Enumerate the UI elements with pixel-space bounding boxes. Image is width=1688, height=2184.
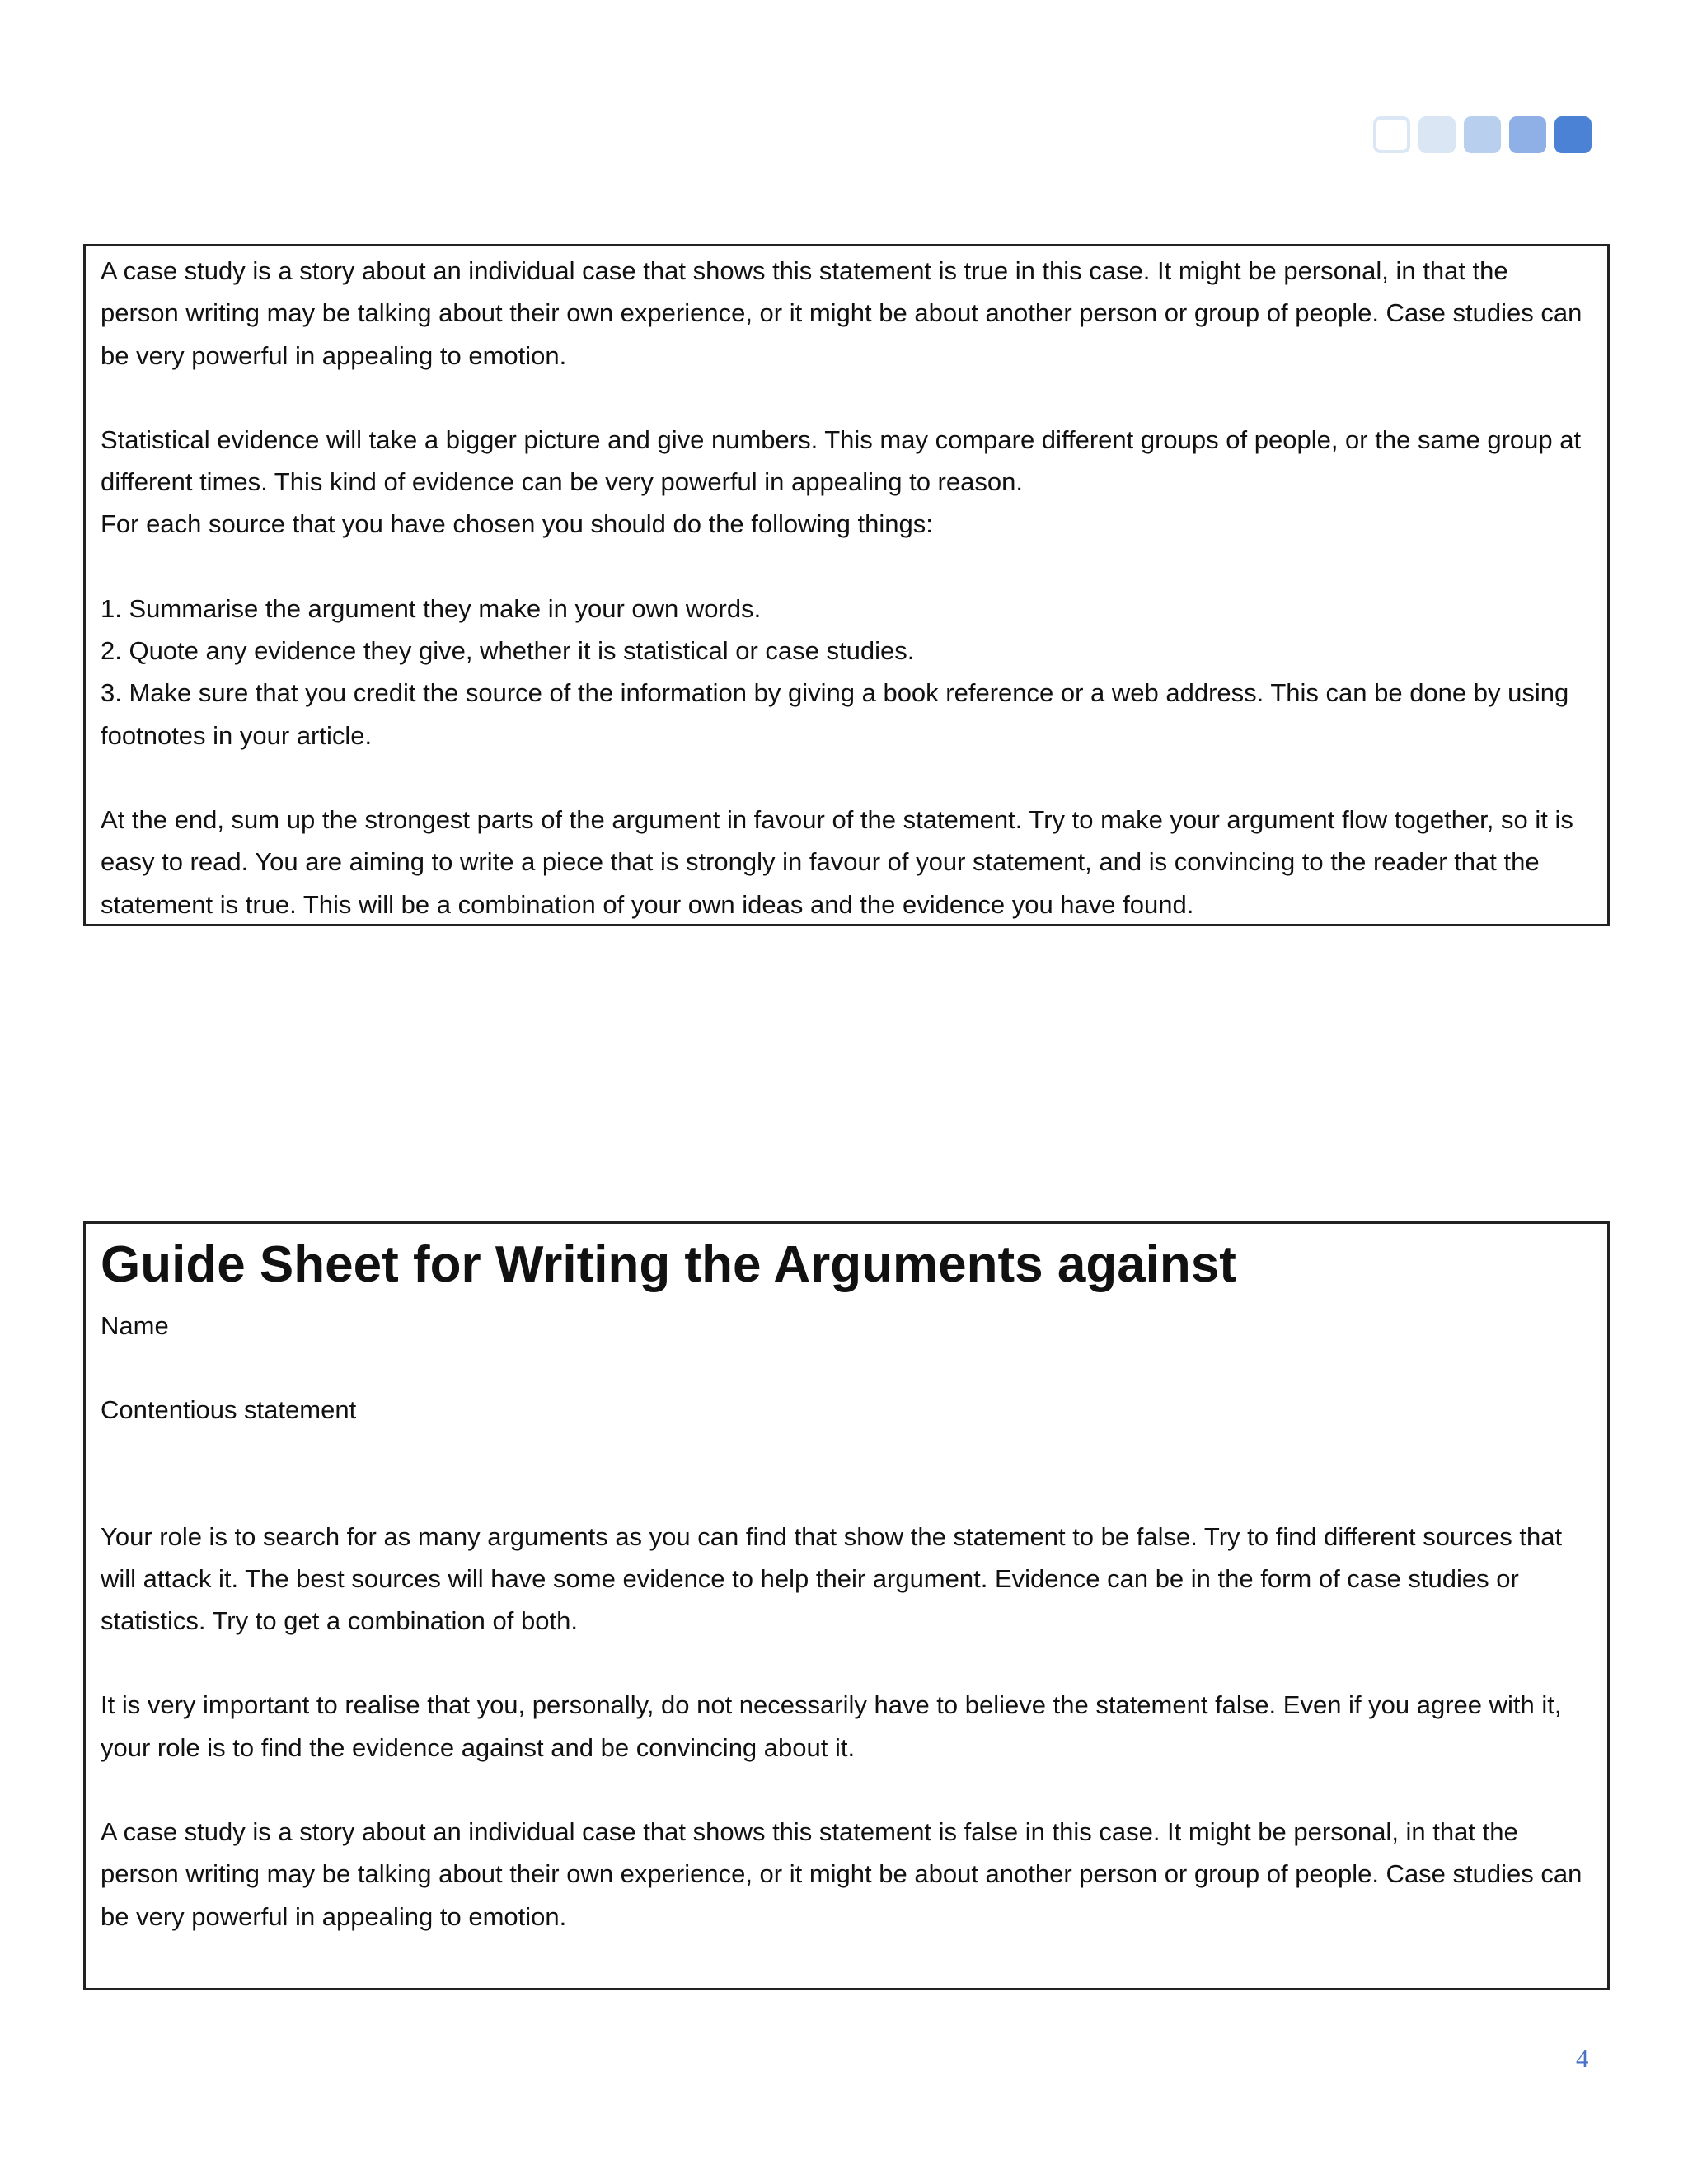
page-number: 4	[1576, 2044, 1589, 2073]
decoration-square	[1418, 116, 1456, 153]
decoration-square	[1373, 116, 1410, 153]
decoration-square	[1509, 116, 1546, 153]
important-paragraph: It is very important to realise that you, personally, do not necessarily have to believe the statement false. Even if you agree with it, your role is to find the evidence against and be convincing about it.	[101, 1690, 1562, 1762]
arguments-for-guidance-box	[83, 244, 1610, 926]
step-item: 3. Make sure that you credit the source of the information by giving a book reference or a web address. This can be done by using footnotes in your article.	[101, 678, 1569, 750]
name-label: Name	[101, 1311, 169, 1340]
case-study-paragraph: A case study is a story about an individual case that shows this statement is true in this case. It might be personal, in that the person writing may be talking about their own experience, or it might be about another person or group of people. Case studies can be very powerful in appealing to emotion.	[101, 256, 1582, 370]
role-paragraph: Your role is to search for as many arguments as you can find that show the statement to be false. Try to find different sources that will attack it. The best sources will have some evidence to help their argument. Evidence can be in the form of case studies or statistics. Try to get a combination of both.	[101, 1521, 1563, 1636]
for-each-source-paragraph: For each source that you have chosen you should do the following things:	[101, 509, 933, 539]
contentious-statement-label: Contentious statement	[101, 1395, 357, 1425]
page-title: Guide Sheet for Writing the Arguments against	[101, 1236, 1236, 1293]
conclusion-paragraph: At the end, sum up the strongest parts of the argument in favour of the statement. Try to make your argument flow together, so it is easy to read. You are aiming to write a piece that is strongly in favour of your statement, and is convincing to the reader that the statement is true. This will be a combination of your own ideas and the evidence you have found.	[101, 804, 1573, 919]
arguments-against-guide-box	[83, 1221, 1610, 1990]
header-decoration	[1373, 116, 1592, 153]
decoration-square	[1464, 116, 1501, 153]
step-item: 2. Quote any evidence they give, whether it is statistical or case studies.	[101, 636, 915, 666]
statistical-evidence-paragraph: Statistical evidence will take a bigger picture and give numbers. This may compare different groups of people, or the same group at different times. This kind of evidence can be very powerful in appealing to reason.	[101, 424, 1582, 497]
case-study-against-paragraph: A case study is a story about an individual case that shows this statement is false in this case. It might be personal, in that the person writing may be talking about their own experience, or it might be about another person or group of people. Case studies can be very powerful in appealing to emotion.	[101, 1817, 1582, 1931]
decoration-square	[1554, 116, 1592, 153]
step-item: 1. Summarise the argument they make in your own words.	[101, 593, 762, 623]
